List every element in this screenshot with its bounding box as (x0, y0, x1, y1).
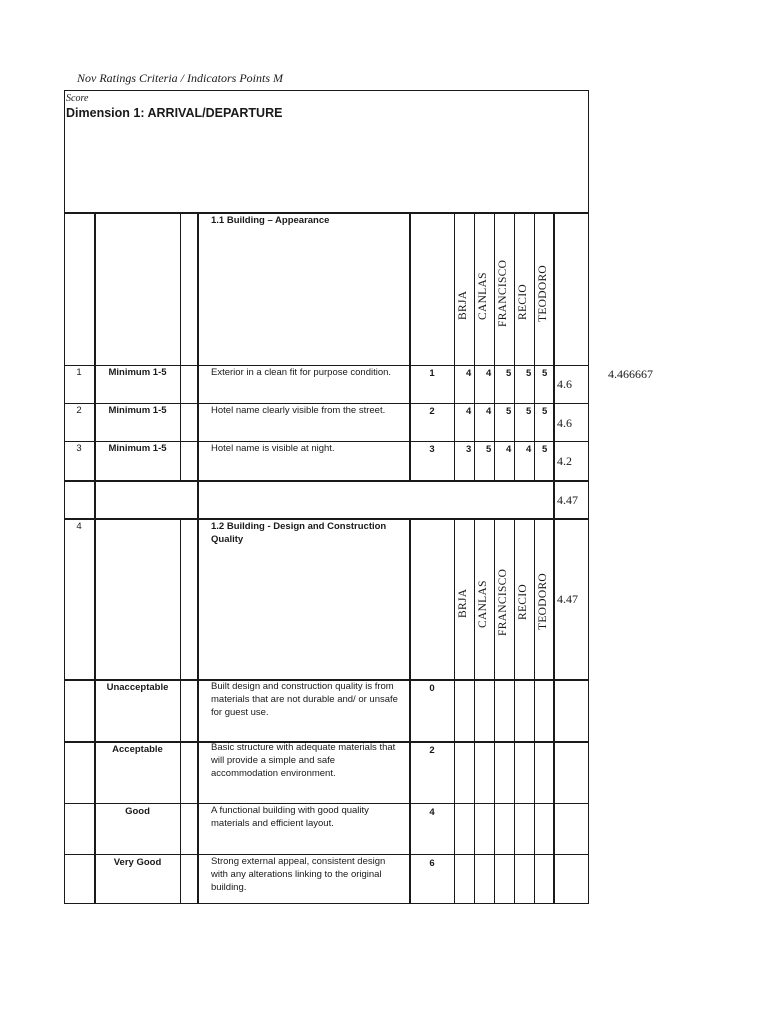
row-number: 2 (76, 405, 82, 416)
criteria-text: Hotel name is visible at night. (211, 443, 335, 454)
score-label: Score (66, 93, 89, 104)
average-score: 4.47 (557, 592, 578, 606)
criteria-text: Strong external appeal, consistent design with any alterations linking to the original building. (211, 856, 386, 893)
rating-value: 5 (542, 406, 548, 417)
row-number: 3 (76, 443, 82, 454)
rating-value: 4 (466, 368, 472, 379)
rater-header: CANLAS (477, 272, 489, 320)
average-score: 4.6 (557, 377, 572, 391)
level-label: Minimum 1-5 (108, 405, 167, 416)
level-label: Minimum 1-5 (108, 367, 167, 378)
section1-title: 1.1 Building – Appearance (211, 215, 330, 226)
rater-header: TEODORO (537, 264, 549, 322)
rater-header: RECIO (517, 284, 529, 320)
rating-value: 5 (542, 368, 548, 379)
level-label: Good (125, 806, 150, 817)
rating-value: 4 (506, 444, 512, 455)
criteria-text: Basic structure with adequate materials that will provide a simple and safe accommodation environment. (211, 742, 396, 779)
side-score: 4.466667 (608, 367, 653, 381)
points-value: 2 (429, 745, 435, 756)
rating-value: 4 (486, 406, 492, 417)
level-label: Acceptable (112, 744, 163, 755)
rater-header: RECIO (517, 584, 529, 620)
rater-header: CANLAS (477, 580, 489, 628)
rating-value: 4 (486, 368, 492, 379)
rating-value: 5 (506, 368, 512, 379)
points-value: 2 (429, 406, 435, 417)
rating-value: 4 (526, 444, 532, 455)
subtotal-score: 4.47 (557, 493, 578, 507)
rater-header: BRJA (457, 290, 469, 320)
average-score: 4.2 (557, 454, 572, 468)
points-value: 6 (429, 858, 435, 869)
rating-value: 5 (486, 444, 492, 455)
criteria-text: Built design and construction quality is from materials that are not durable and/ or unsafe for guest use. (211, 681, 398, 718)
rating-value: 5 (526, 406, 532, 417)
rating-value: 5 (526, 368, 532, 379)
points-value: 4 (429, 807, 435, 818)
row-number: 4 (76, 521, 82, 532)
dimension-title: Dimension 1: ARRIVAL/DEPARTURE (66, 106, 283, 120)
rating-value: 5 (542, 444, 548, 455)
rater-header: FRANCISCO (497, 568, 509, 636)
points-value: 1 (429, 368, 435, 379)
points-value: 3 (429, 444, 435, 455)
criteria-text: Hotel name clearly visible from the street. (211, 405, 386, 416)
rating-value: 4 (466, 406, 472, 417)
row-number: 1 (76, 367, 82, 378)
page-header: Nov Ratings Criteria / Indicators Points M (77, 71, 283, 85)
rating-value: 5 (506, 406, 512, 417)
level-label: Minimum 1-5 (108, 443, 167, 454)
criteria-text: A functional building with good quality materials and efficient layout. (211, 805, 369, 829)
rating-value: 3 (466, 444, 472, 455)
points-value: 0 (429, 683, 435, 694)
level-label: Unacceptable (106, 682, 169, 693)
criteria-text: Exterior in a clean fit for purpose condition. (211, 367, 392, 378)
level-label: Very Good (113, 857, 162, 868)
rater-header: FRANCISCO (497, 259, 509, 327)
rater-header: BRJA (457, 588, 469, 618)
rater-header: TEODORO (537, 572, 549, 630)
section2-title: 1.2 Building - Design and Construction Quality (211, 521, 387, 545)
average-score: 4.6 (557, 416, 572, 430)
